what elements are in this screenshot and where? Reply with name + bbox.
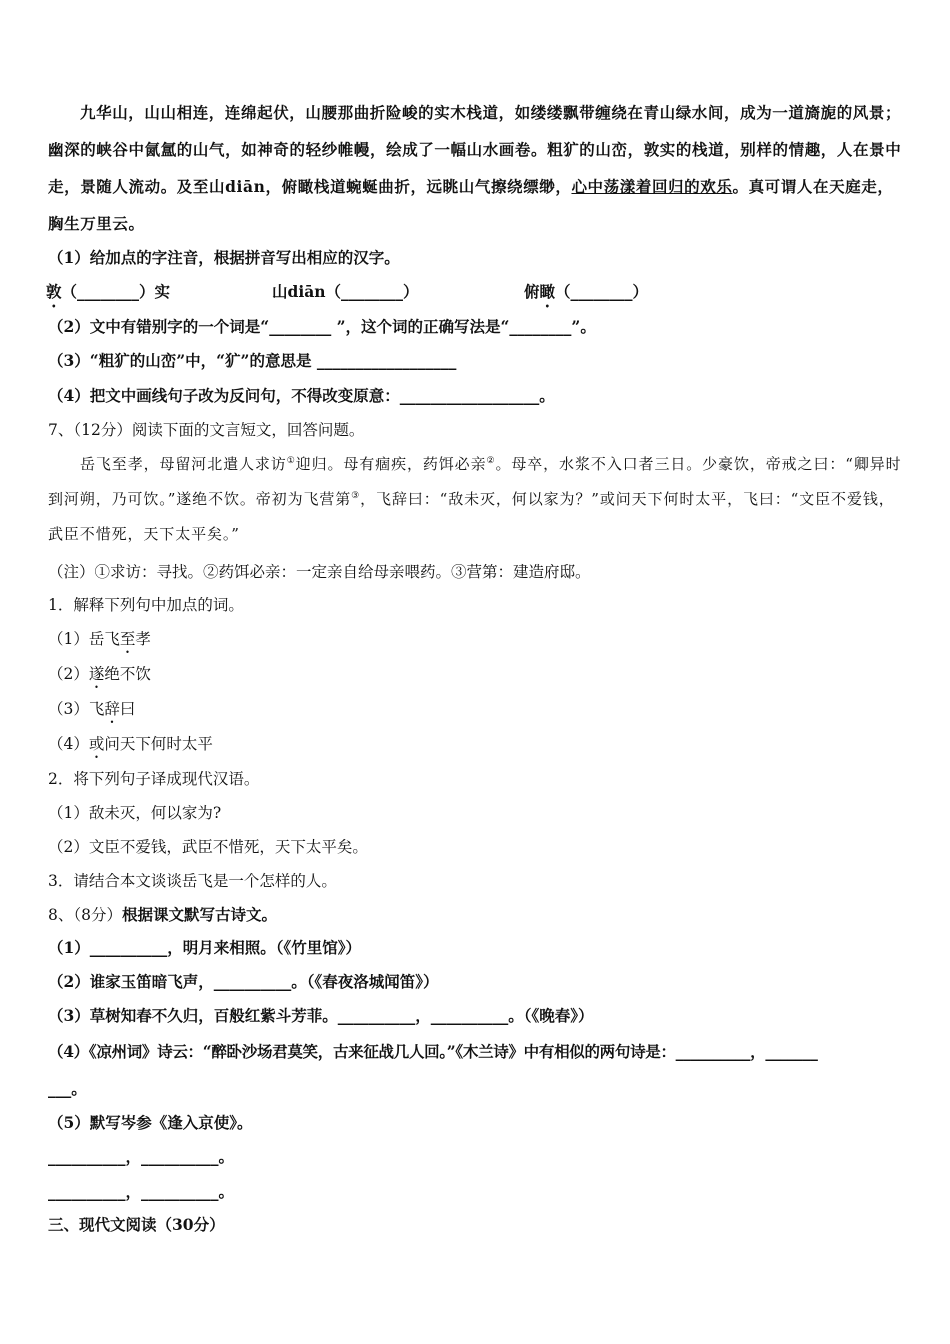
- item-text: （3）飞: [48, 700, 105, 718]
- s8-item4-cont: ___。: [48, 1079, 87, 1098]
- q3-prompt: （3）“粗犷的山峦”中，“犷”的意思是 __________________: [48, 351, 457, 370]
- s8-blank-line2: __________，__________。: [48, 1182, 235, 1201]
- item-text: 问天下何时太平: [104, 735, 213, 753]
- s8-blank-line1: __________，__________。: [48, 1147, 235, 1166]
- dotted-char: 辞: [104, 700, 120, 718]
- s7-q2-heading: 2．将下列句子译成现代汉语。: [48, 770, 260, 788]
- item-text: （1）岳飞: [48, 630, 120, 648]
- s8-item3: （3）草树知春不久归，百般红紫斗芳菲。__________，__________。（《晚春》）: [48, 1006, 594, 1025]
- q2-prompt: （2）文中有错别字的一个词是“________ ”，这个词的正确写法是“________”。: [48, 317, 596, 336]
- s7-q2-item1: （1）敌未灭，何以家为?: [48, 804, 222, 822]
- s7-note: （注）①求访：寻找。②药饵必亲：一定亲自给母亲喂药。③营第：建造府邸。: [48, 563, 591, 581]
- passage-text-end: 。真可谓人在天庭走，胸生万里云。: [48, 177, 894, 233]
- classical-part: 岳飞至孝，母留河北遣人求访: [80, 455, 287, 473]
- passage-text: 九华山，山山相连，连绵起伏，山腰那曲折险峻的实木栈道，如缕缕飘带缠绕在青山绿水间，成为一道旖旎的风景；幽深的峡谷中氤氲的山气，如神奇的轻纱帷幔，绘成了一幅山水画卷。粗犷的山峦，敦实的栈道，别样的情趣，人在景中走，景随人流动。及至山diān，俯瞰栈道蜿蜒曲折，远眺山气擦绕缥缈，: [48, 103, 902, 196]
- s7-q3: 3．请结合本文谈谈岳飞是一个怎样的人。: [48, 872, 337, 890]
- answer-blank: （________）: [555, 282, 649, 301]
- dotted-char: 敦: [46, 282, 62, 301]
- note-ref: ②: [486, 456, 496, 466]
- note-ref: ①: [286, 456, 296, 466]
- dotted-char: 遂: [88, 665, 105, 683]
- dotted-char: 至: [119, 630, 136, 648]
- item-text: 曰: [119, 700, 136, 718]
- s8-item5: （5）默写岑参《逢入京使》。: [48, 1113, 253, 1132]
- q1-answer-dun: [46, 281, 170, 311]
- s8-heading: [48, 904, 277, 926]
- s7-q1-item3: [48, 698, 135, 727]
- dotted-char: 或: [88, 735, 105, 753]
- s8-title: 根据课文默写古诗文。: [121, 905, 277, 924]
- s8-item1: （1）__________，明月来相照。（《竹里馆》）: [48, 938, 362, 957]
- plain-char: 俯: [524, 282, 540, 301]
- classical-text: [48, 447, 904, 552]
- s7-q1-heading: 1．解释下列句中加点的词。: [48, 596, 244, 614]
- q1-answer-dian: 山diān（________）: [272, 282, 419, 301]
- classical-part: 迎归。母有痼疾，药饵必亲: [295, 455, 487, 473]
- q1-answer-kan: [524, 281, 648, 311]
- s7-q1-item4: [48, 733, 213, 762]
- dotted-char: 瞰: [539, 282, 556, 301]
- q4-prompt: （4）把文中画线句子改为反问句，不得改变原意：__________________。: [48, 386, 555, 405]
- item-text: 孝: [135, 630, 151, 648]
- s8-item2: （2）谁家玉笛暗飞声，__________。（《春夜洛城闻笛》）: [48, 972, 439, 991]
- s7-heading: 7、（12分）阅读下面的文言短文，回答问题。: [48, 421, 365, 439]
- item-text: （2）: [48, 665, 89, 683]
- s8-number: 8、（8分）: [48, 906, 122, 924]
- q1-prompt: （1）给加点的字注音，根据拼音写出相应的汉字。: [48, 248, 400, 267]
- section3-heading: 三、现代文阅读（30分）: [48, 1215, 225, 1234]
- passage-paragraph: [48, 94, 904, 242]
- s7-q2-item2: （2）文臣不爱钱，武臣不惜死，天下太平矣。: [48, 838, 368, 856]
- item-text: （4）: [48, 735, 89, 753]
- classical-part: ，飞辞曰：“敌未灭，何以家为？”或问天下何时太平，飞曰：“文臣不爱钱，武臣不惜死，天下太平矣。”: [48, 490, 895, 543]
- answer-blank: （________）实: [61, 282, 171, 301]
- note-ref: ③: [351, 491, 361, 501]
- s7-q1-item1: [48, 628, 151, 657]
- classical-part: 。母卒，水浆不入口者三日。少豪饮，帝戒之曰：“卿异时到河朔，乃可饮。”遂绝不饮。帝初为飞营第: [48, 455, 902, 508]
- item-text: 绝不饮: [104, 665, 151, 683]
- s7-q1-item2: [48, 663, 151, 692]
- s8-item4: （4）《凉州词》诗云：“醉卧沙场君莫笑，古来征战几人回。”《木兰诗》中有相似的两句诗是：__________，_______: [48, 1042, 818, 1061]
- underlined-sentence: 心中荡漾着回归的欢乐: [571, 177, 733, 196]
